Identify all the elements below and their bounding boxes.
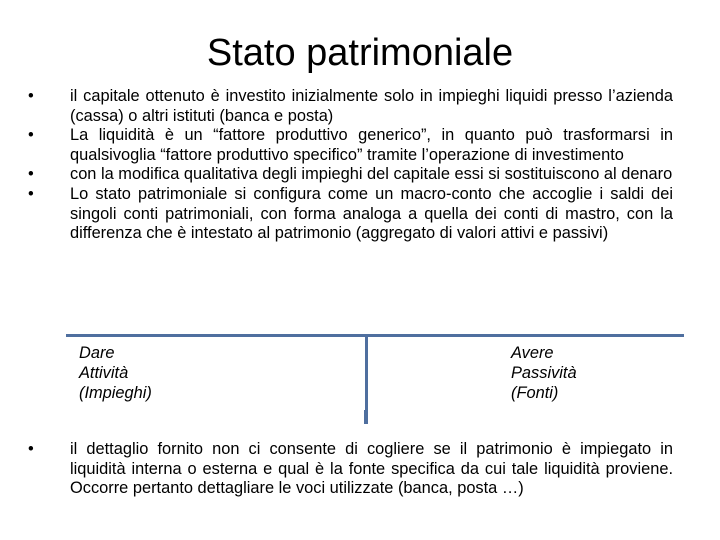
bullet-item	[28, 87, 673, 126]
credit-column	[511, 343, 577, 403]
debit-heading: Dare	[79, 344, 115, 362]
bullet-text: La liquidità è un “fattore produttivo generico”, in quanto può trasformarsi in qualsivoglia “fattore produttivo specifico” tramite l’operazione di investimento	[70, 126, 673, 164]
bullet-marker: •	[28, 87, 34, 105]
slide-title: Stato patrimoniale	[206, 32, 514, 74]
bullet-text: con la modifica qualitativa degli impieghi del capitale essi si sostituiscono al denaro	[70, 165, 673, 184]
bullet-text: il dettaglio fornito non ci consente di cogliere se il patrimonio è impiegato in liquidità interna o esterna e qual è la fonte specifica da cui tale liquidità proviene. Occorre pertanto dettagliare le voci utilizzate (banca, posta …)	[70, 440, 673, 498]
bullet-item	[28, 440, 673, 499]
t-account-vertical-line	[365, 337, 368, 412]
bullet-text: il capitale ottenuto è investito inizialmente solo in impieghi liquidi presso l’azienda (cassa) o altri istituti (banca e posta)	[70, 87, 673, 125]
bullet-marker: •	[28, 165, 34, 184]
bullet-item	[28, 126, 673, 165]
credit-label: Passività	[511, 364, 577, 382]
bullet-list	[28, 87, 673, 244]
debit-column	[79, 343, 152, 403]
t-account-vertical-line-end	[364, 410, 368, 424]
debit-label: Attività	[79, 364, 129, 382]
bullet-marker: •	[28, 440, 34, 458]
bullet-item	[28, 185, 673, 244]
bullet-marker: •	[28, 126, 34, 145]
final-bullet-list	[28, 440, 673, 499]
bullet-item	[28, 165, 673, 185]
bullet-text: Lo stato patrimoniale si configura come un macro-conto che accoglie i saldi dei singoli conti patrimoniali, con forma analoga a quella dei conti di mastro, con la differenza che è intestato al patrimonio (aggregato di valori attivi e passivi)	[70, 184, 673, 243]
bullet-marker: •	[28, 184, 34, 203]
t-account-horizontal-line	[66, 334, 684, 337]
t-account-diagram	[66, 334, 684, 424]
credit-heading: Avere	[511, 344, 554, 362]
debit-sublabel: (Impieghi)	[79, 384, 152, 402]
credit-sublabel: (Fonti)	[511, 384, 559, 402]
